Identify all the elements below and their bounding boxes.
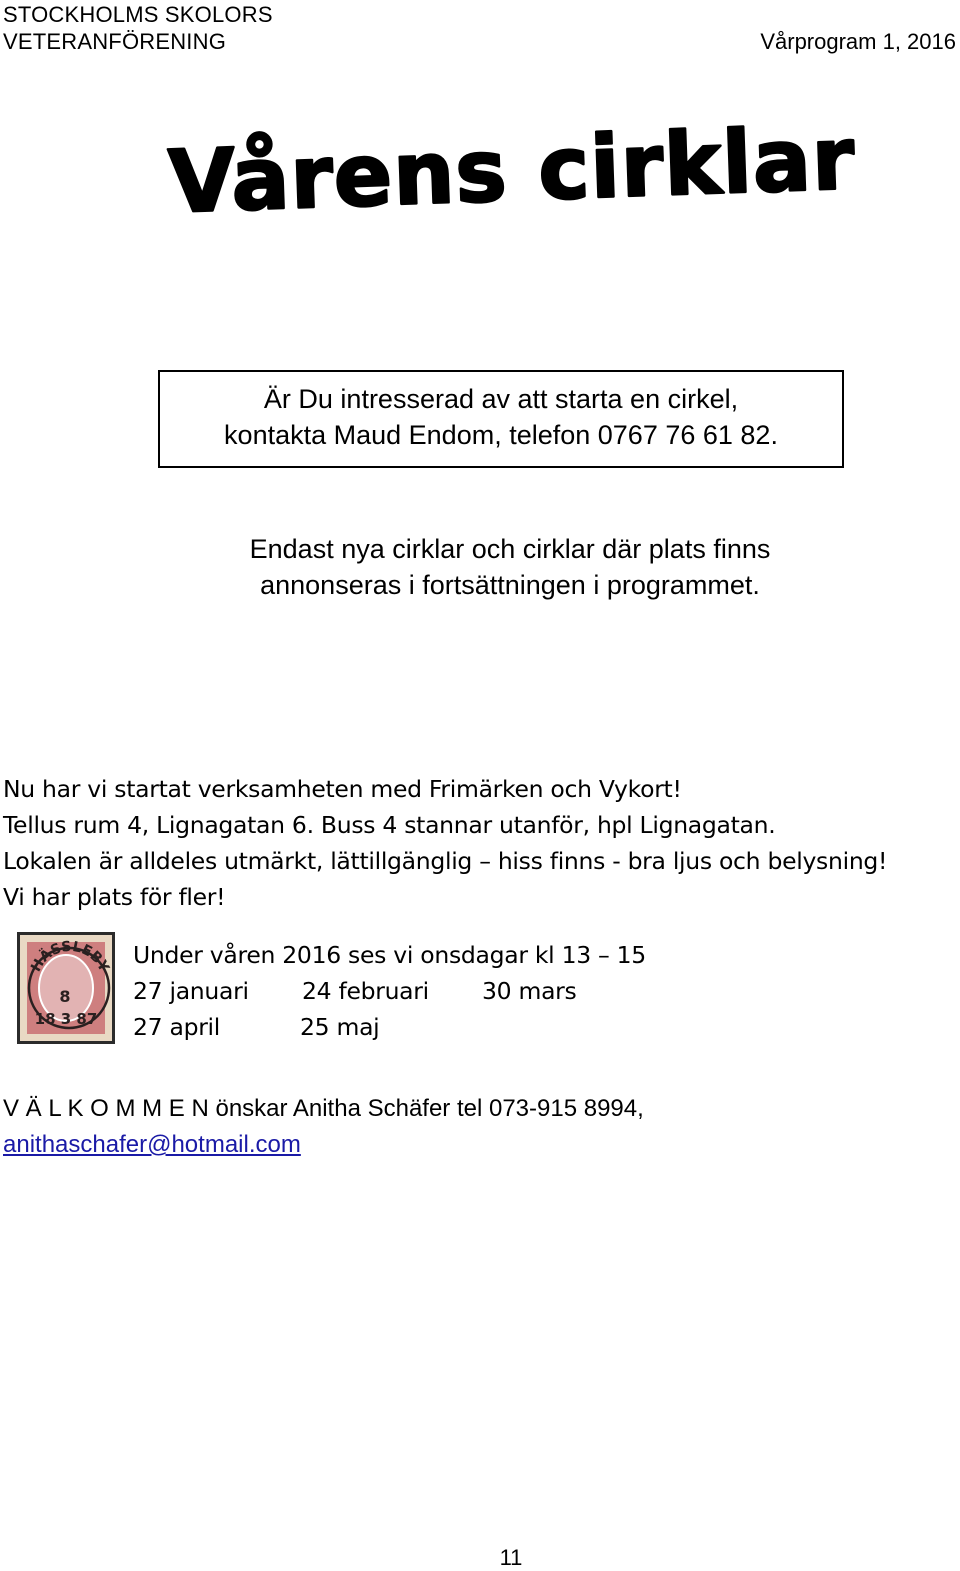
schedule-intro: Under våren 2016 ses vi onsdagar kl 13 – 15 — [133, 941, 646, 969]
page-number: 11 — [499, 1545, 523, 1570]
paragraph-line: Lokalen är alldeles utmärkt, lättillgänglig – hiss finns - bra ljus och belysning! — [3, 847, 888, 875]
headline-text: Vårens cirklar — [166, 109, 857, 233]
program-label: Vårprogram 1, 2016 — [760, 29, 956, 54]
postmark-date: 18 3 87 — [34, 1010, 98, 1028]
notice-line-1: Endast nya cirklar och cirklar där plats finns — [249, 534, 771, 564]
info-box — [158, 370, 844, 468]
info-box-line-2: kontakta Maud Endom, telefon 0767 76 61 82. — [224, 420, 778, 450]
schedule-date: 27 april — [133, 1013, 221, 1041]
notice — [0, 531, 960, 603]
info-box-line-1: Är Du intresserad av att starta en cirkel, — [263, 384, 739, 414]
schedule-date: 24 februari — [302, 977, 429, 1005]
paragraph-line: Nu har vi startat verksamheten med Frimärken och Vykort! — [3, 775, 682, 803]
email-link[interactable]: anithaschafer@hotmail.com — [3, 1131, 301, 1158]
org-line-2: VETERANFÖRENING — [3, 29, 227, 54]
paragraph-line: Tellus rum 4, Lignagatan 6. Buss 4 stannar utanför, hpl Lignagatan. — [3, 811, 776, 839]
welcome-contact — [3, 1091, 644, 1163]
headline-artwork — [0, 0, 960, 260]
postmark-town: HÄSSLEBY — [28, 938, 112, 975]
circle-description — [3, 771, 887, 915]
paragraph-line: Vi har plats för fler! — [3, 883, 226, 911]
postmark-day: 8 — [59, 987, 71, 1006]
welcome-text: V Ä L K O M M E N önskar Anitha Schäfer tel 073-915 8994, — [3, 1095, 644, 1122]
schedule-date: 27 januari — [133, 977, 249, 1005]
schedule-date: 25 maj — [300, 1013, 380, 1041]
notice-line-2: annonseras i fortsättningen i programmet. — [260, 570, 760, 600]
schedule-date: 30 mars — [482, 977, 577, 1005]
postage-stamp-image — [17, 932, 115, 1044]
org-line-1: STOCKHOLMS SKOLORS — [3, 2, 273, 27]
